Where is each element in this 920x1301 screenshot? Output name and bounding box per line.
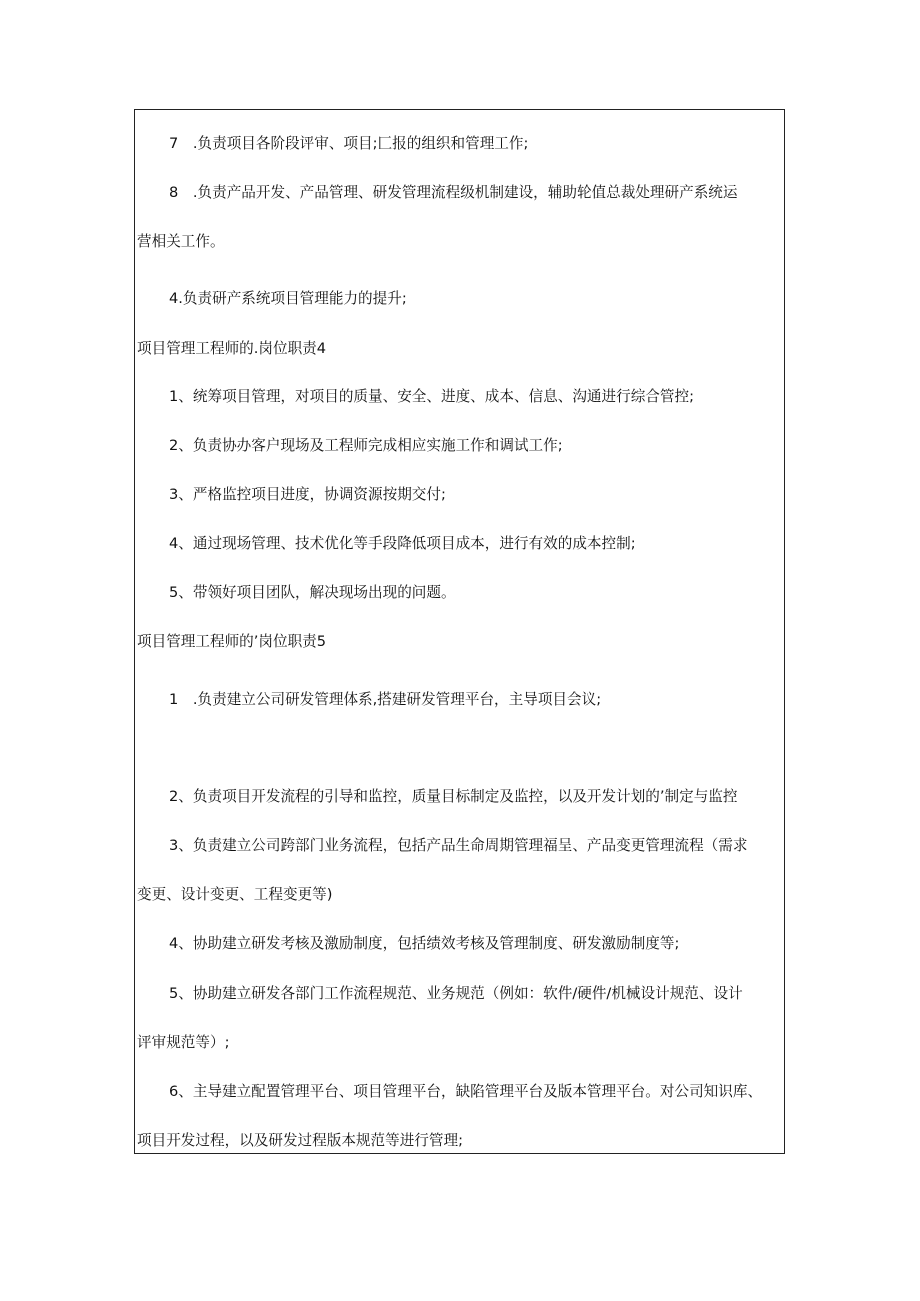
text-line-2: 8 .负责产品开发、产品管理、研发管理流程级机制建设，辅助轮值总裁处理研产系统运 — [169, 184, 738, 201]
text-line-8: 3、严格监控项目进度，协调资源按期交付; — [169, 486, 446, 503]
document-frame — [134, 109, 785, 1154]
text-line-19: 6、主导建立配置管理平台、项目管理平台，缺陷管理平台及版本管理平台。对公司知识库、 — [169, 1083, 763, 1100]
section-heading-4: 项目管理工程师的.岗位职责4 — [137, 340, 327, 357]
section-heading-5: 项目管理工程师的’岗位职责5 — [137, 633, 327, 650]
text-line-13: 2、负责项目开发流程的引导和监控，质量目标制定及监控，以及开发计划的’制定与监控 — [169, 788, 738, 805]
text-line-17: 5、协助建立研发各部门工作流程规范、业务规范（例如：软件/硬件/机械设计规范、设计 — [169, 985, 743, 1002]
text-line-1: 7 .负责项目各阶段评审、项目;匚报的组织和管理工作; — [169, 135, 529, 152]
text-line-20: 项目开发过程，以及研发过程版本规范等进行管理; — [137, 1132, 463, 1149]
text-line-18: 评审规范等）; — [137, 1034, 230, 1051]
text-line-6: 1、统筹项目管理，对项目的质量、安全、进度、成本、信息、沟通进行综合管控; — [169, 388, 694, 405]
text-line-7: 2、负责协办客户现场及工程师完成相应实施工作和调试工作; — [169, 437, 563, 454]
text-line-12: 1 .负责建立公司研发管理体系,搭建研发管理平台，主导项目会议; — [169, 691, 602, 708]
text-line-16: 4、协助建立研发考核及激励制度，包括绩效考核及管理制度、研发激励制度等; — [169, 935, 680, 952]
text-line-15: 变更、设计变更、工程变更等) — [137, 886, 333, 903]
text-line-3: 营相关工作。 — [137, 233, 225, 250]
text-line-9: 4、通过现场管理、技术优化等手段降低项目成本，进行有效的成本控制; — [169, 535, 636, 552]
text-line-10: 5、带领好项目团队，解决现场出现的问题。 — [169, 584, 456, 601]
text-line-4: 4.负责研产系统项目管理能力的提升; — [169, 290, 407, 307]
text-line-14: 3、负责建立公司跨部门业务流程，包括产品生命周期管理福呈、产品变更管理流程（需求 — [169, 837, 748, 854]
